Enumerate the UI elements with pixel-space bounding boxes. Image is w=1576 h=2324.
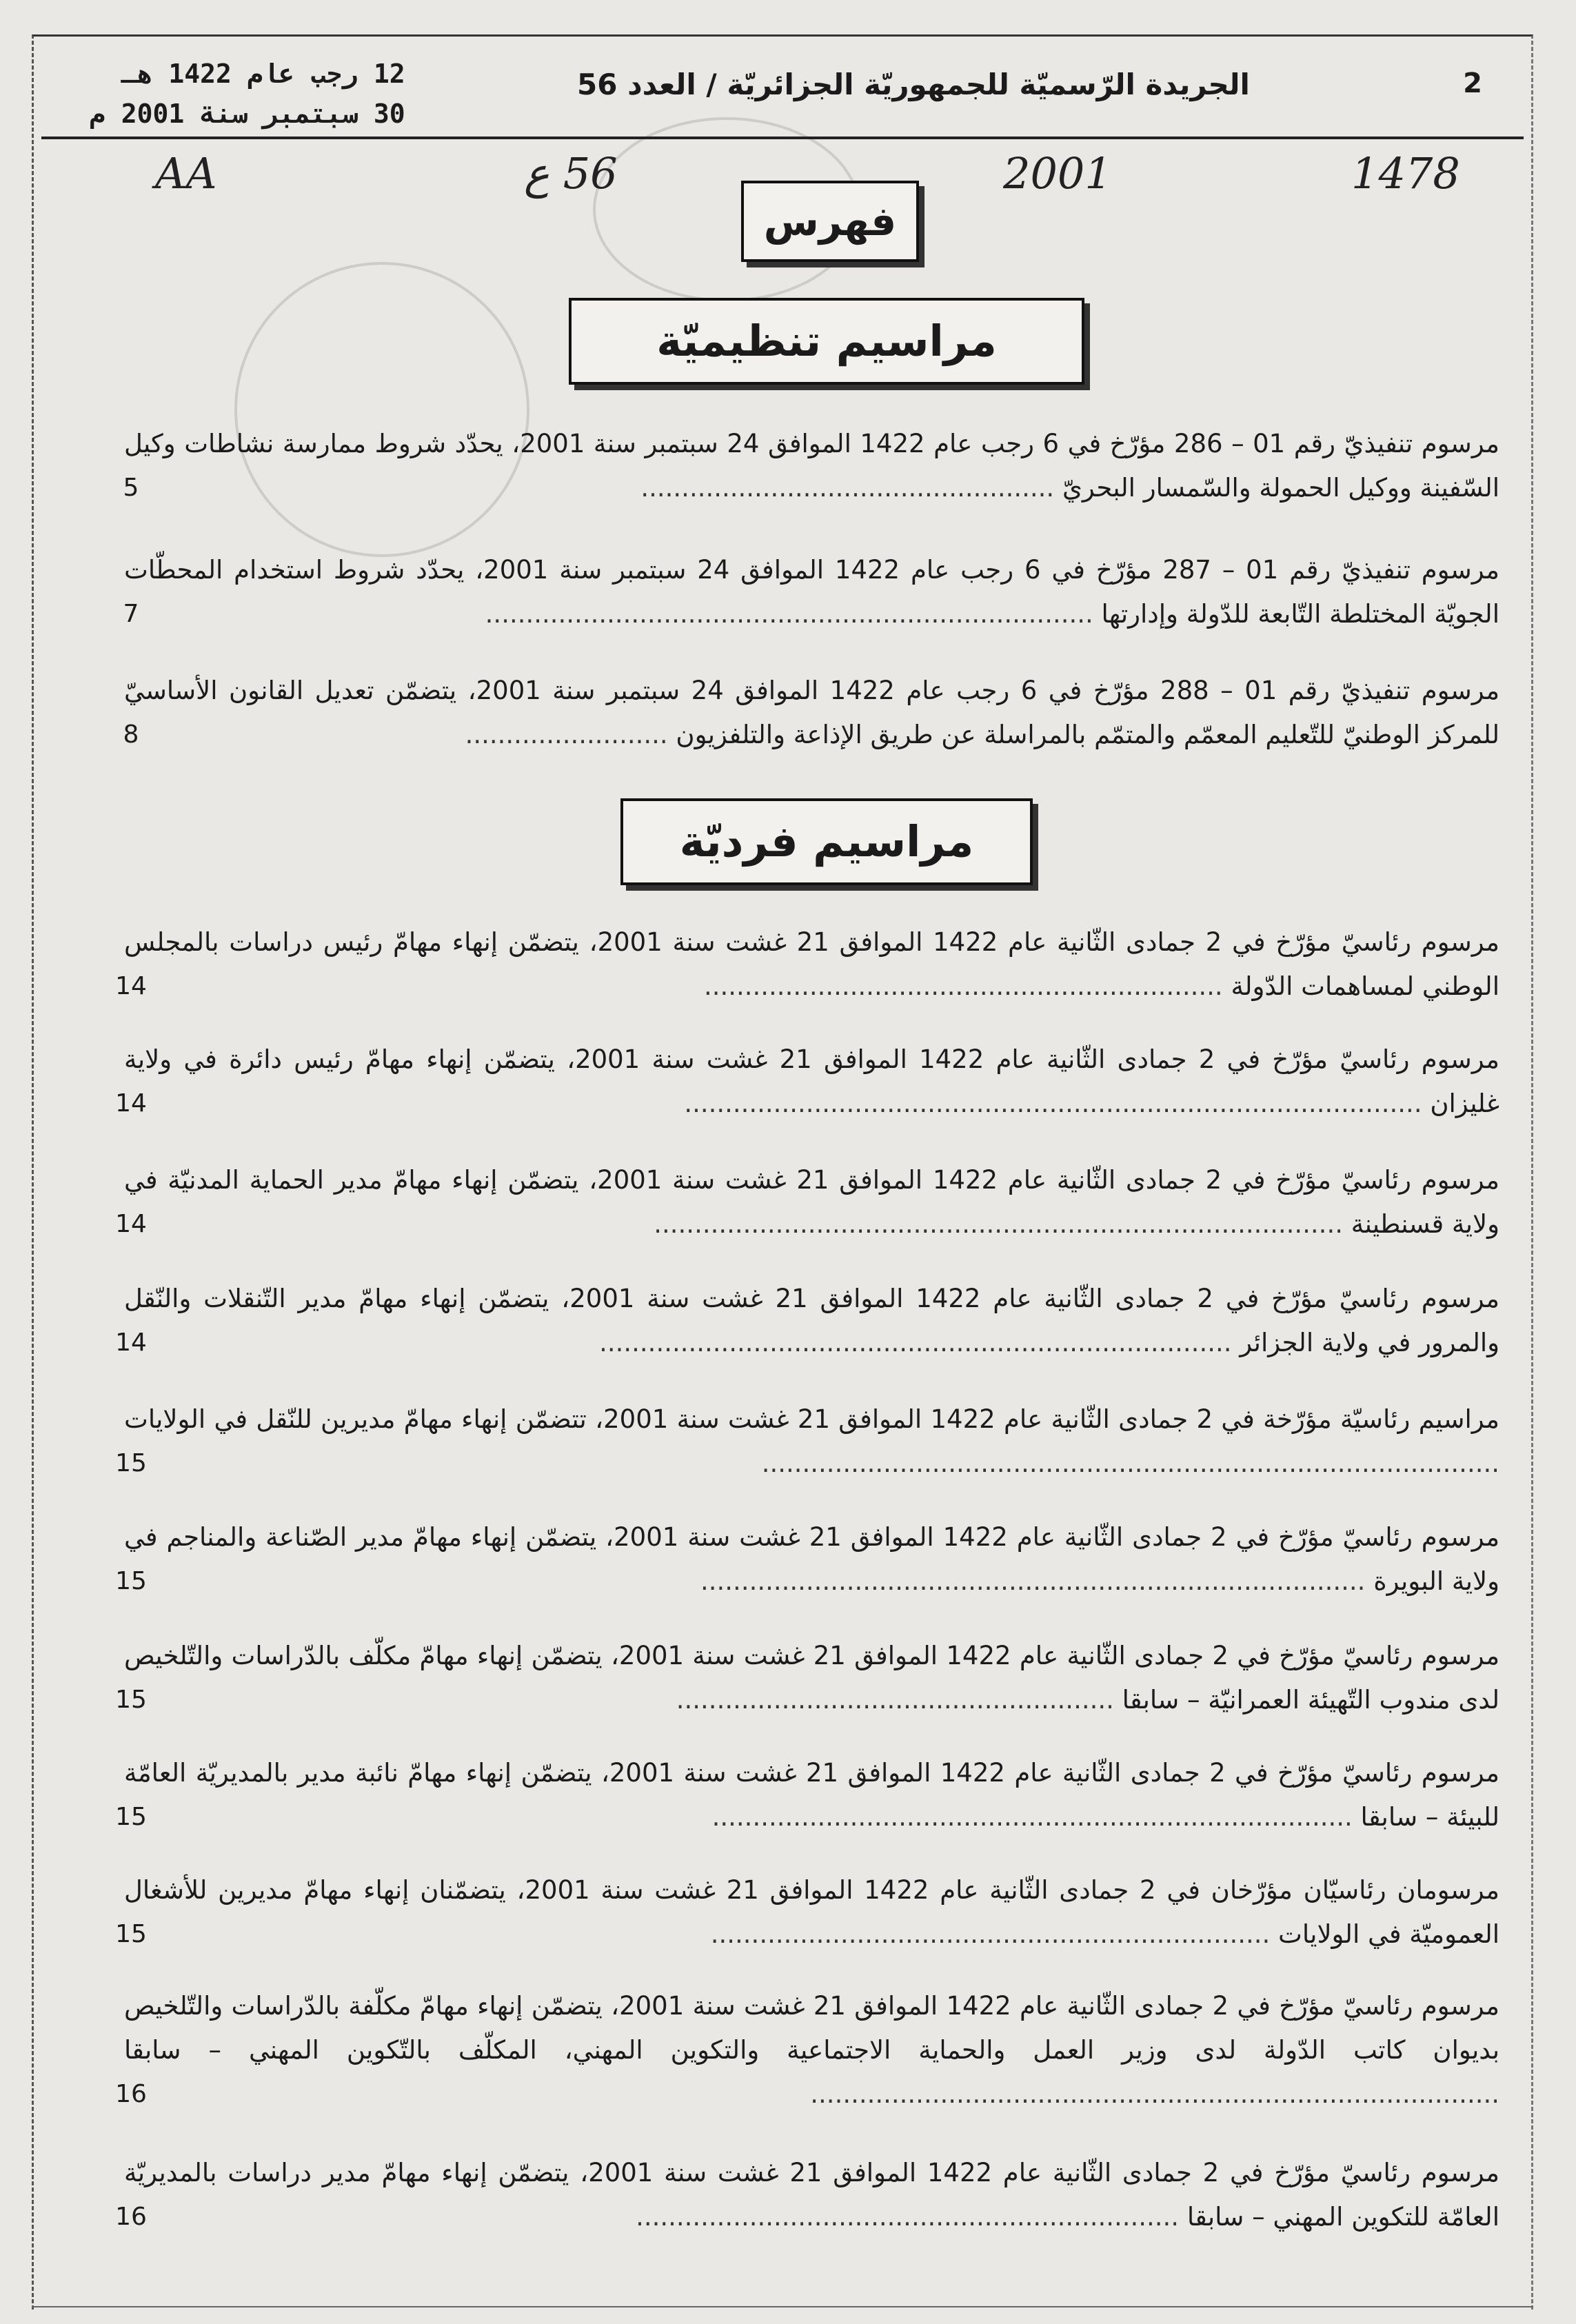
list-item: مرسوم رئاسيّ مؤرّخ في 2 جمادى الثّانية عام 1422 الموافق 21 غشت سنة 2001، يتضمّن إنهاء مهامّ مدير التّنقلات والنّقل والمرور في ولاية الجزائر .............................................................................. 14	[124, 1277, 1499, 1365]
entry-text: مرسوم تنفيذيّ رقم 01 – 286 مؤرّخ في 6 رجب عام 1422 الموافق 24 سبتمبر سنة 2001، يحدّد شروط ممارسة نشاطات وكيل السّفينة ووكيل الحمولة والسّمسار البحريّ	[124, 429, 1500, 503]
entry-page-number: 15	[115, 1567, 147, 1595]
entry-page-number: 15	[115, 1920, 147, 1948]
entry-text: مرسومان رئاسيّان مؤرّخان في 2 جمادى الثّانية عام 1422 الموافق 21 غشت سنة 2001، يتضمّنان إنهاء مهامّ مديرين للأشغال العموميّة في الولايات	[124, 1875, 1500, 1949]
list-item: مرسوم رئاسيّ مؤرّخ في 2 جمادى الثّانية عام 1422 الموافق 21 غشت سنة 2001، يتضمّن إنهاء مهامّ مدير الصّناعة والمناجم في ولاية البويرة .................................................................................. 15	[124, 1515, 1499, 1604]
entry-page-number: 14	[115, 972, 147, 1000]
stamp-mark	[234, 262, 529, 557]
handwritten-note-left: AA	[155, 148, 217, 199]
entry-page-number: 14	[115, 1089, 147, 1118]
entry-text: مرسوم رئاسيّ مؤرّخ في 2 جمادى الثّانية عام 1422 الموافق 21 غشت سنة 2001، يتضمّن إنهاء مهامّ مدير التّنقلات والنّقل والمرور في ولاية الجزائر	[124, 1284, 1499, 1357]
section-title-individual: مراسيم فرديّة	[620, 798, 1033, 885]
handwritten-issue: 56 ع	[524, 148, 618, 199]
entry-text: مرسوم رئاسيّ مؤرّخ في 2 جمادى الثّانية عام 1422 الموافق 21 غشت سنة 2001، يتضمّن إنهاء مهامّ مدير الصّناعة والمناجم في ولاية البويرة	[124, 1522, 1500, 1596]
header-date-hijri: 12 رجب عام 1422 هـ	[121, 59, 405, 89]
entry-page-number: 16	[115, 2203, 147, 2231]
header-page-number: 2	[1463, 68, 1482, 99]
list-item: مرسوم رئاسيّ مؤرّخ في 2 جمادى الثّانية عام 1422 الموافق 21 غشت سنة 2001، يتضمّن إنهاء مهامّ نائبة مدير بالمديريّة العامّة للبيئة – سابقا ............................................................................... 15	[124, 1751, 1499, 1839]
list-item: مرسوم تنفيذيّ رقم 01 – 287 مؤرّخ في 6 رجب عام 1422 الموافق 24 سبتمبر سنة 2001، يحدّد شروط استخدام المحطّات الجويّة المختلطة التّابعة للدّولة وإدارتها ........................................................................... 7	[124, 548, 1499, 636]
list-item: مرسوم رئاسيّ مؤرّخ في 2 جمادى الثّانية عام 1422 الموافق 21 غشت سنة 2001، يتضمّن إنهاء مهامّ مكلّفة بالدّراسات والتّلخيص بديوان كاتب الدّولة لدى وزير العمل والحماية الاجتماعية والتكوين المهني، المكلّف بالتّكوين المهني – سابقا ..................................................................................... 16	[124, 1984, 1499, 2116]
entry-text: مرسوم رئاسيّ مؤرّخ في 2 جمادى الثّانية عام 1422 الموافق 21 غشت سنة 2001، يتضمّن إنهاء مهامّ مكلّف بالدّراسات والتّلخيص لدى مندوب التّهيئة العمرانيّة – سابقا	[124, 1641, 1500, 1715]
entry-page-number: 15	[115, 1686, 147, 1714]
section-title-regulatory: مراسيم تنظيميّة	[569, 298, 1084, 385]
entry-text: مرسوم رئاسيّ مؤرّخ في 2 جمادى الثّانية عام 1422 الموافق 21 غشت سنة 2001، يتضمّن إنهاء مهامّ رئيس دائرة في ولاية غليزان	[124, 1044, 1499, 1118]
entry-page-number: 5	[123, 474, 139, 502]
list-item: مرسوم تنفيذيّ رقم 01 – 288 مؤرّخ في 6 رجب عام 1422 الموافق 24 سبتمبر سنة 2001، يتضمّن تعديل القانون الأساسيّ للمركز الوطنيّ للتّعليم المعمّم والمتمّم بالمراسلة عن طريق الإذاعة والتلفزيون ......................... 8	[124, 669, 1499, 757]
entry-page-number: 14	[115, 1210, 147, 1238]
entry-page-number: 14	[115, 1328, 147, 1357]
entry-text: مراسيم رئاسيّة مؤرّخة في 2 جمادى الثّانية عام 1422 الموافق 21 غشت سنة 2001، تتضمّن إنهاء مهامّ مديرين للنّقل في الولايات	[124, 1404, 1499, 1434]
entry-text: مرسوم رئاسيّ مؤرّخ في 2 جمادى الثّانية عام 1422 الموافق 21 غشت سنة 2001، يتضمّن إنهاء مهامّ نائبة مدير بالمديريّة العامّة للبيئة – سابقا	[124, 1758, 1499, 1832]
list-item: مرسوم رئاسيّ مؤرّخ في 2 جمادى الثّانية عام 1422 الموافق 21 غشت سنة 2001، يتضمّن إنهاء مهامّ مدير الحماية المدنيّة في ولاية قسنطينة ..................................................................................... 14	[124, 1158, 1499, 1246]
entry-page-number: 16	[115, 2080, 147, 2108]
page-bottom-rule	[32, 2306, 1533, 2307]
list-item: مرسومان رئاسيّان مؤرّخان في 2 جمادى الثّانية عام 1422 الموافق 21 غشت سنة 2001، يتضمّنان إنهاء مهامّ مديرين للأشغال العموميّة في الولايات ..................................................................... 15	[124, 1868, 1499, 1957]
entry-page-number: 15	[115, 1449, 147, 1477]
list-item: مرسوم رئاسيّ مؤرّخ في 2 جمادى الثّانية عام 1422 الموافق 21 غشت سنة 2001، يتضمّن إنهاء مهامّ رئيس دائرة في ولاية غليزان ........................................................................................... 14	[124, 1038, 1499, 1126]
entry-text: مرسوم رئاسيّ مؤرّخ في 2 جمادى الثّانية عام 1422 الموافق 21 غشت سنة 2001، يتضمّن إنهاء مهامّ رئيس دراسات بالمجلس الوطني لمساهمات الدّولة	[124, 927, 1500, 1001]
entry-text: مرسوم رئاسيّ مؤرّخ في 2 جمادى الثّانية عام 1422 الموافق 21 غشت سنة 2001، يتضمّن إنهاء مهامّ مكلّفة بالدّراسات والتّلخيص بديوان كاتب الدّولة لدى وزير العمل والحماية الاجتماعية والتكوين المهني، المكلّف بالتّكوين المهني – سابقا	[124, 1991, 1500, 2065]
entry-text: مرسوم رئاسيّ مؤرّخ في 2 جمادى الثّانية عام 1422 الموافق 21 غشت سنة 2001، يتضمّن إنهاء مهامّ مدير الحماية المدنيّة في ولاية قسنطينة	[124, 1165, 1499, 1239]
list-item: مرسوم تنفيذيّ رقم 01 – 286 مؤرّخ في 6 رجب عام 1422 الموافق 24 سبتمبر سنة 2001، يحدّد شروط ممارسة نشاطات وكيل السّفينة ووكيل الحمولة والسّمسار البحريّ ................................................... 5	[124, 422, 1499, 510]
header-title: الجريدة الرّسميّة للجمهوريّة الجزائريّة / العدد 56	[577, 68, 1250, 101]
entry-page-number: 7	[123, 600, 139, 628]
page-header	[41, 40, 1524, 139]
header-date	[90, 54, 405, 134]
header-date-gregorian: 30 سبتمبر سنة 2001 م	[90, 99, 405, 129]
index-title: فهرس	[741, 181, 919, 262]
entry-text: مرسوم رئاسيّ مؤرّخ في 2 جمادى الثّانية عام 1422 الموافق 21 غشت سنة 2001، يتضمّن إنهاء مهامّ مدير دراسات بالمديريّة العامّة للتكوين المهني – سابقا	[124, 2158, 1499, 2232]
list-item: مرسوم رئاسيّ مؤرّخ في 2 جمادى الثّانية عام 1422 الموافق 21 غشت سنة 2001، يتضمّن إنهاء مهامّ مدير دراسات بالمديريّة العامّة للتكوين المهني – سابقا ................................................................... 16	[124, 2151, 1499, 2239]
handwritten-number: 1478	[1351, 148, 1460, 199]
entry-text: مرسوم تنفيذيّ رقم 01 – 288 مؤرّخ في 6 رجب عام 1422 الموافق 24 سبتمبر سنة 2001، يتضمّن تعديل القانون الأساسيّ للمركز الوطنيّ للتّعليم المعمّم والمتمّم بالمراسلة عن طريق الإذاعة والتلفزيون	[124, 676, 1500, 749]
entry-page-number: 8	[123, 720, 139, 749]
handwritten-year: 2001	[1003, 148, 1112, 199]
entry-page-number: 15	[115, 1803, 147, 1831]
list-item: مراسيم رئاسيّة مؤرّخة في 2 جمادى الثّانية عام 1422 الموافق 21 غشت سنة 2001، تتضمّن إنهاء مهامّ مديرين للنّقل في الولايات ........................................................................................... 15	[124, 1397, 1499, 1486]
list-item: مرسوم رئاسيّ مؤرّخ في 2 جمادى الثّانية عام 1422 الموافق 21 غشت سنة 2001، يتضمّن إنهاء مهامّ مكلّف بالدّراسات والتّلخيص لدى مندوب التّهيئة العمرانيّة – سابقا ...................................................... 15	[124, 1634, 1499, 1722]
list-item: مرسوم رئاسيّ مؤرّخ في 2 جمادى الثّانية عام 1422 الموافق 21 غشت سنة 2001، يتضمّن إنهاء مهامّ رئيس دراسات بالمجلس الوطني لمساهمات الدّولة ................................................................ 14	[124, 920, 1499, 1009]
entry-text: مرسوم تنفيذيّ رقم 01 – 287 مؤرّخ في 6 رجب عام 1422 الموافق 24 سبتمبر سنة 2001، يحدّد شروط استخدام المحطّات الجويّة المختلطة التّابعة للدّولة وإدارتها	[124, 555, 1499, 629]
